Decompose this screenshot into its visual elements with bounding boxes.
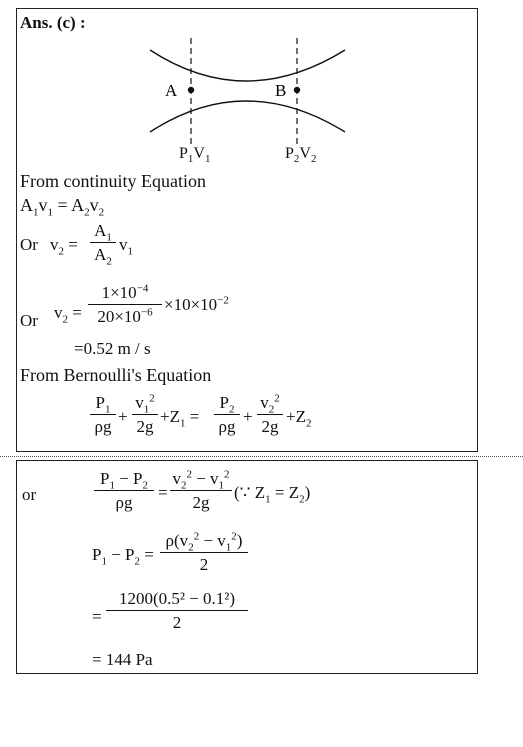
point-a-marker [188, 87, 194, 93]
upper-pipe-wall [150, 50, 345, 81]
v2-result: =0.52 m / s [74, 339, 151, 358]
lower-pipe-wall [150, 101, 345, 132]
area-ratio-fraction: $A_1$ $A_2$ [90, 222, 116, 264]
velocity-factor: $\times 10\times 10^{-2}$ [164, 294, 229, 314]
point-a-label: A [165, 81, 178, 100]
bernoulli-heading: From Bernoulli's Equation [20, 365, 212, 385]
bernoulli-z2-term: $+Z_2$ [286, 407, 312, 430]
or-label-1: Or [20, 235, 38, 254]
bernoulli-v2-term: $v_2^2$ 2g [257, 394, 283, 436]
continuity-heading: From continuity Equation [20, 171, 206, 191]
plus-sign: + [118, 407, 128, 426]
answer-label: Ans. (c) : [20, 13, 86, 32]
section-a-label: $P_1V_1$ [179, 145, 211, 166]
equals-sign: = [158, 483, 168, 502]
numeric-pressure-fraction: 1200(0.5² − 0.1²) 2 [106, 590, 248, 632]
numeric-fraction: $1\times 10^{-4}$ $20\times 10^{-6}$ [88, 284, 162, 326]
height-condition: (∵ $Z_1 = Z_2$) [234, 483, 311, 506]
bernoulli-z1-term: $+Z_1$ = [160, 407, 200, 430]
equals-sign: = [92, 607, 102, 626]
v2-lhs-1: $v_2$ = [50, 235, 78, 258]
plus-sign: + [243, 407, 253, 426]
final-result: = 144 Pa [92, 650, 153, 669]
pressure-drop-head-fraction: $P_1 - P_2$ ρg [94, 470, 154, 512]
pressure-drop-fraction: $\rho(v_2^2 - v_1^2)$ 2 [160, 532, 248, 574]
bernoulli-p1-term: $P_1$ ρg [90, 394, 116, 436]
pressure-drop-lhs: $P_1 - P_2$ = [92, 545, 154, 568]
page-divider [0, 456, 523, 457]
point-b-marker [294, 87, 300, 93]
section-b-label: $P_2V_2$ [285, 145, 317, 166]
bernoulli-p2-term: $P_2$ ρg [214, 394, 240, 436]
velocity-head-fraction: $v_2^2 - v_1^2$ 2g [170, 470, 232, 512]
point-b-label: B [275, 81, 287, 100]
v2-lhs-2: $v_2$ = [54, 303, 82, 326]
or-label-2: Or [20, 311, 38, 330]
or-label-3: or [22, 485, 37, 504]
bernoulli-v1-term: $v_1^2$ 2g [132, 394, 158, 436]
v1-term: $v_1$ [119, 235, 133, 258]
continuity-equation: $A_1v_1 = A_2v_2$ [20, 195, 105, 219]
